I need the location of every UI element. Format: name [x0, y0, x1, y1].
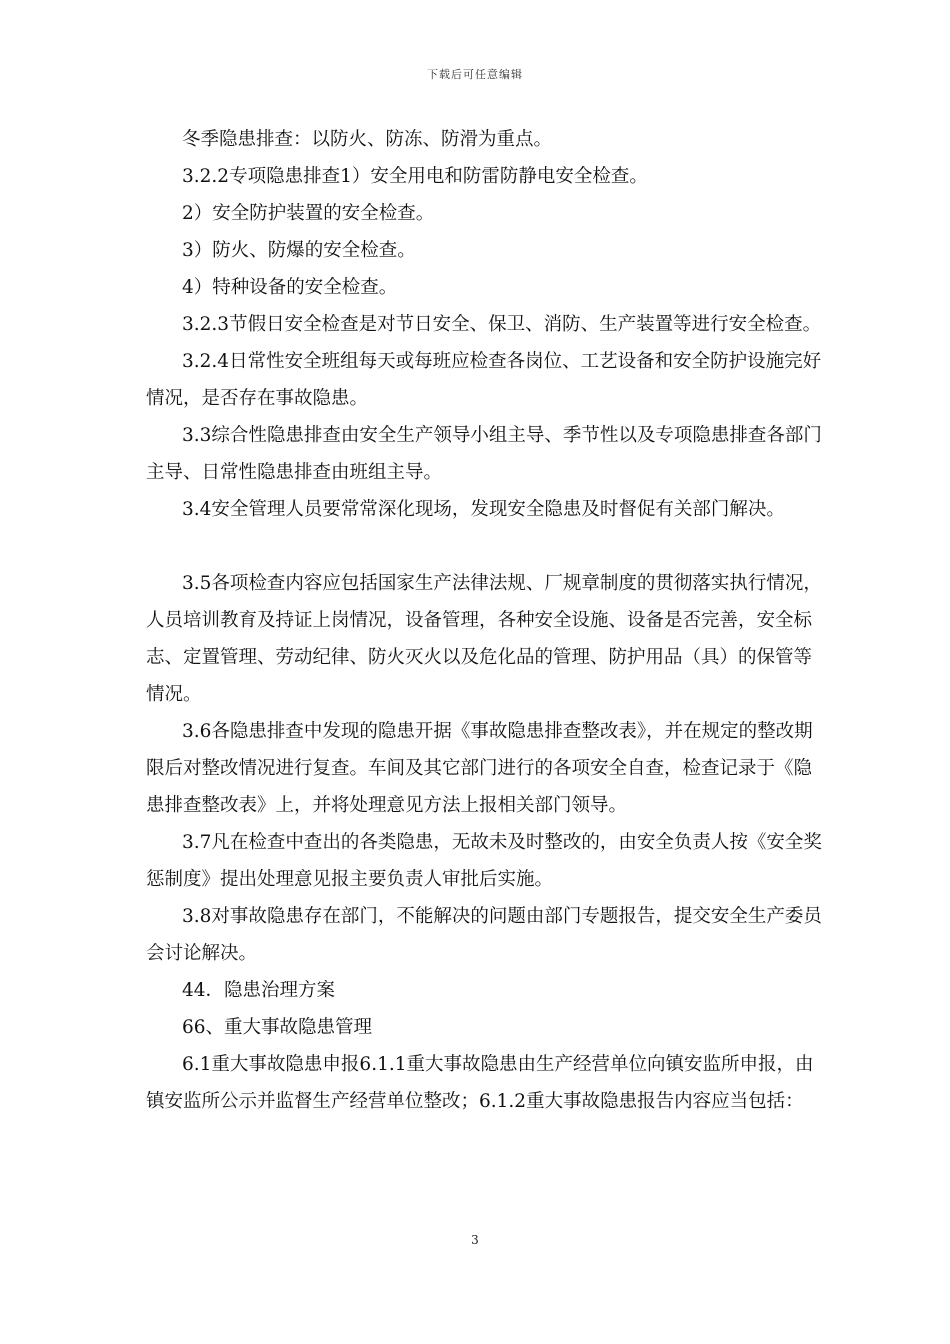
paragraph-6-1: 6.1重大事故隐患申报6.1.1重大事故隐患由生产经营单位向镇安监所申报，由镇安监所公示并监督生产经营单位整改；6.1.2重大事故隐患报告内容应当包括： — [146, 1054, 814, 1112]
page-number: 3 — [471, 1233, 479, 1247]
paragraph-3-7: 3.7凡在检查中查出的各类隐患，无故未及时整改的，由安全负责人按《安全奖惩制度》提出处理意见报主要负责人审批后实施。 — [146, 832, 822, 890]
paragraph-item-4: 4）特种设备的安全检查。 — [182, 277, 398, 298]
heading-major-hazard-management: 66、重大事故隐患管理 — [182, 1017, 373, 1038]
paragraph-winter-inspection: 冬季隐患排查：以防火、防冻、防滑为重点。 — [182, 129, 553, 150]
paragraph-3-5: 3.5各项检查内容应包括国家生产法律法规、厂规章制度的贯彻落实执行情况，人员培训教育及持证上岗情况，设备管理，各种安全设施、设备是否完善，安全标志、定置管理、劳动纪律、防火灭火以及危化品的管理、防护用品（具）的保管等情况。 — [146, 573, 822, 705]
paragraph-3-2-4: 3.2.4日常性安全班组每天或每班应检查各岗位、工艺设备和安全防护设施完好情况，是否存在事故隐患。 — [146, 351, 822, 409]
page-header-note: 下载后可任意编辑 — [427, 68, 523, 81]
paragraph-item-2: 2）安全防护装置的安全检查。 — [182, 203, 435, 224]
paragraph-3-2-3: 3.2.3节假日安全检查是对节日安全、保卫、消防、生产装置等进行安全检查。 — [182, 314, 822, 335]
paragraph-3-2-2: 3.2.2专项隐患排查1）安全用电和防雷防静电安全检查。 — [182, 166, 648, 187]
paragraph-3-6: 3.6各隐患排查中发现的隐患开据《事故隐患排查整改表》，并在规定的整改期限后对整改情况进行复查。车间及其它部门进行的各项安全自查，检查记录于《隐患排查整改表》上，并将处理意见方法上报相关部门领导。 — [146, 721, 813, 816]
paragraph-item-3: 3）防火、防爆的安全检查。 — [182, 240, 416, 261]
document-body — [146, 121, 826, 1120]
heading-hazard-treatment: 44．隐患治理方案 — [182, 980, 336, 1001]
paragraph-3-4: 3.4安全管理人员要常常深化现场，发现安全隐患及时督促有关部门解决。 — [182, 499, 785, 520]
paragraph-3-3: 3.3综合性隐患排查由安全生产领导小组主导、季节性以及专项隐患排查各部门主导、日常性隐患排查由班组主导。 — [146, 425, 822, 483]
paragraph-3-8: 3.8对事故隐患存在部门，不能解决的问题由部门专题报告，提交安全生产委员会讨论解决。 — [146, 906, 822, 964]
blank-line — [146, 528, 826, 565]
